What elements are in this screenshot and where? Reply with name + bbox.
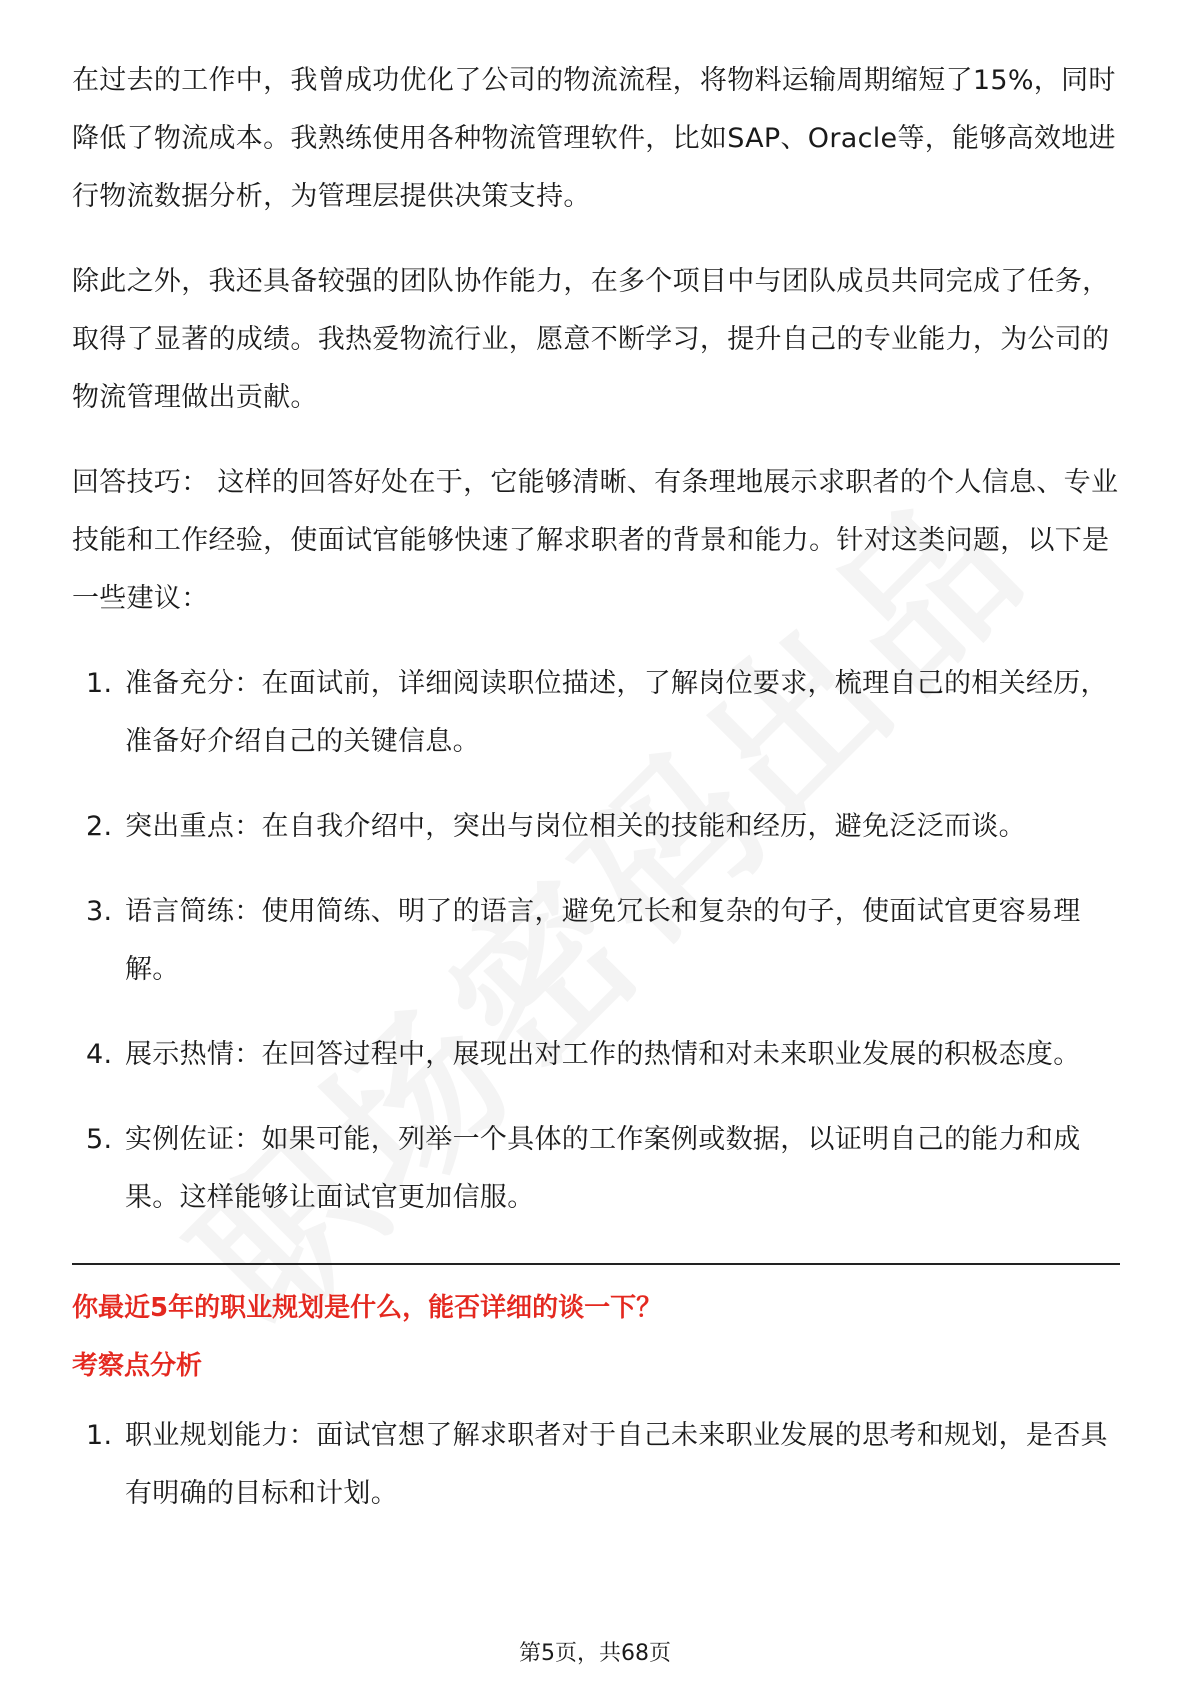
paragraph-experience: 在过去的工作中，我曾成功优化了公司的物流流程，将物料运输周期缩短了15%，同时降低了物流成本。我熟练使用各种物流管理软件，比如SAP、Oracle等，能够高效地进行物流数据分析，为管理层提供决策支持。 — [72, 65, 1116, 212]
list-item — [72, 1111, 1120, 1227]
list-item — [72, 655, 1120, 771]
section-divider — [72, 1263, 1120, 1265]
list-number: 3. — [86, 896, 113, 927]
list-number: 2. — [86, 811, 113, 842]
paragraph-answer-tips: 回答技巧： 这样的回答好处在于，它能够清晰、有条理地展示求职者的个人信息、专业技能和工作经验，使面试官能够快速了解求职者的背景和能力。针对这类问题，以下是一些建议： — [72, 467, 1119, 614]
document-page — [72, 52, 1120, 1550]
question-subtitle: 考察点分析 — [72, 1351, 203, 1381]
page-number-footer: 第5页，共68页 — [519, 1641, 671, 1666]
list-text: 准备充分：在面试前，详细阅读职位描述，了解岗位要求，梳理自己的相关经历，准备好介绍自己的关键信息。 — [125, 668, 1108, 757]
list-item — [72, 883, 1120, 999]
list-text: 职业规划能力：面试官想了解求职者对于自己未来职业发展的思考和规划，是否具有明确的目标和计划。 — [125, 1420, 1108, 1509]
list-text: 突出重点：在自我介绍中，突出与岗位相关的技能和经历，避免泛泛而谈。 — [125, 811, 1026, 842]
list-number: 4. — [86, 1039, 113, 1070]
paragraph-teamwork: 除此之外，我还具备较强的团队协作能力，在多个项目中与团队成员共同完成了任务，取得了显著的成绩。我热爱物流行业，愿意不断学习，提升自己的专业能力，为公司的物流管理做出贡献。 — [72, 266, 1110, 413]
list-number: 5. — [86, 1124, 113, 1155]
list-item — [72, 1407, 1120, 1523]
list-text: 语言简练：使用简练、明了的语言，避免冗长和复杂的句子，使面试官更容易理解。 — [125, 896, 1081, 985]
analysis-list — [72, 1407, 1120, 1523]
list-text: 展示热情：在回答过程中，展现出对工作的热情和对未来职业发展的积极态度。 — [125, 1039, 1081, 1070]
list-number: 1. — [86, 668, 113, 699]
list-text: 实例佐证：如果可能，列举一个具体的工作案例或数据，以证明自己的能力和成果。这样能够让面试官更加信服。 — [125, 1124, 1081, 1213]
question-title: 你最近5年的职业规划是什么，能否详细的谈一下？ — [72, 1293, 663, 1323]
list-number: 1. — [86, 1420, 113, 1451]
list-item — [72, 798, 1120, 856]
tips-list — [72, 655, 1120, 1227]
list-item — [72, 1026, 1120, 1084]
